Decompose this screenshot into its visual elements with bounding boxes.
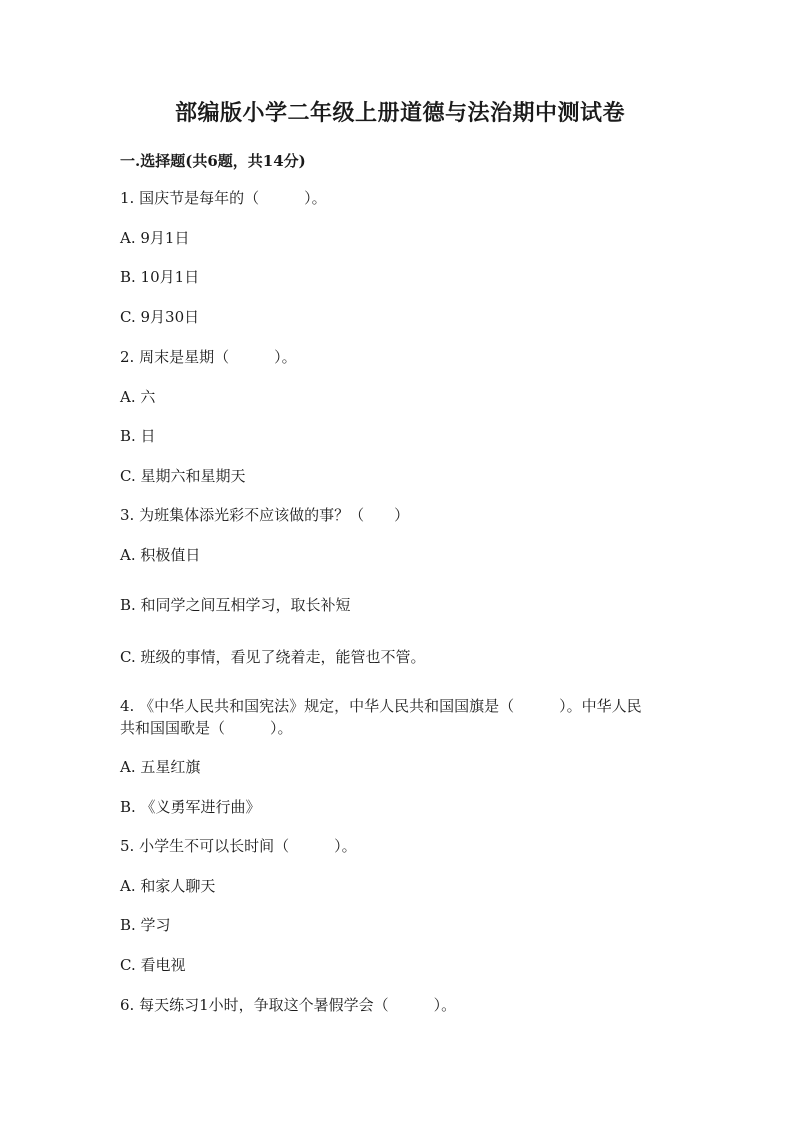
question-4-stem-line-2: 共和国国歌是（ ）。: [120, 719, 293, 737]
section-heading: 一.选择题(共6题，共14分): [120, 152, 306, 170]
question-3-stem: 3. 为班集体添光彩不应该做的事？（ ）: [120, 506, 410, 524]
question-5-stem: 5. 小学生不可以长时间（ ）。: [120, 837, 357, 855]
question-2-option-b: B. 日: [120, 427, 156, 445]
question-3-option-c: C. 班级的事情，看见了绕着走，能管也不管。: [120, 648, 426, 666]
question-5-option-a: A. 和家人聊天: [120, 877, 216, 895]
question-2-option-a: A. 六: [120, 388, 156, 406]
question-1-stem: 1. 国庆节是每年的（ ）。: [120, 189, 327, 207]
question-1-option-c: C. 9月30日: [120, 308, 200, 326]
question-2-stem: 2. 周末是星期（ ）。: [120, 348, 297, 366]
question-3-option-b: B. 和同学之间互相学习，取长补短: [120, 596, 351, 614]
page-title: 部编版小学二年级上册道德与法治期中测试卷: [174, 100, 625, 126]
question-2-option-c: C. 星期六和星期天: [120, 467, 246, 485]
question-5-option-c: C. 看电视: [120, 956, 186, 974]
question-4-stem-line-1: 4. 《中华人民共和国宪法》规定，中华人民共和国国旗是（ ）。中华人民: [120, 697, 642, 715]
question-3-option-a: A. 积极值日: [120, 546, 201, 564]
question-5-option-b: B. 学习: [120, 916, 171, 934]
question-1-option-b: B. 10月1日: [120, 268, 200, 286]
question-4-option-a: A. 五星红旗: [120, 758, 201, 776]
question-1-option-a: A. 9月1日: [120, 229, 190, 247]
question-6-stem: 6. 每天练习1小时，争取这个暑假学会（ ）。: [120, 996, 457, 1014]
question-4-option-b: B. 《义勇军进行曲》: [120, 798, 261, 816]
